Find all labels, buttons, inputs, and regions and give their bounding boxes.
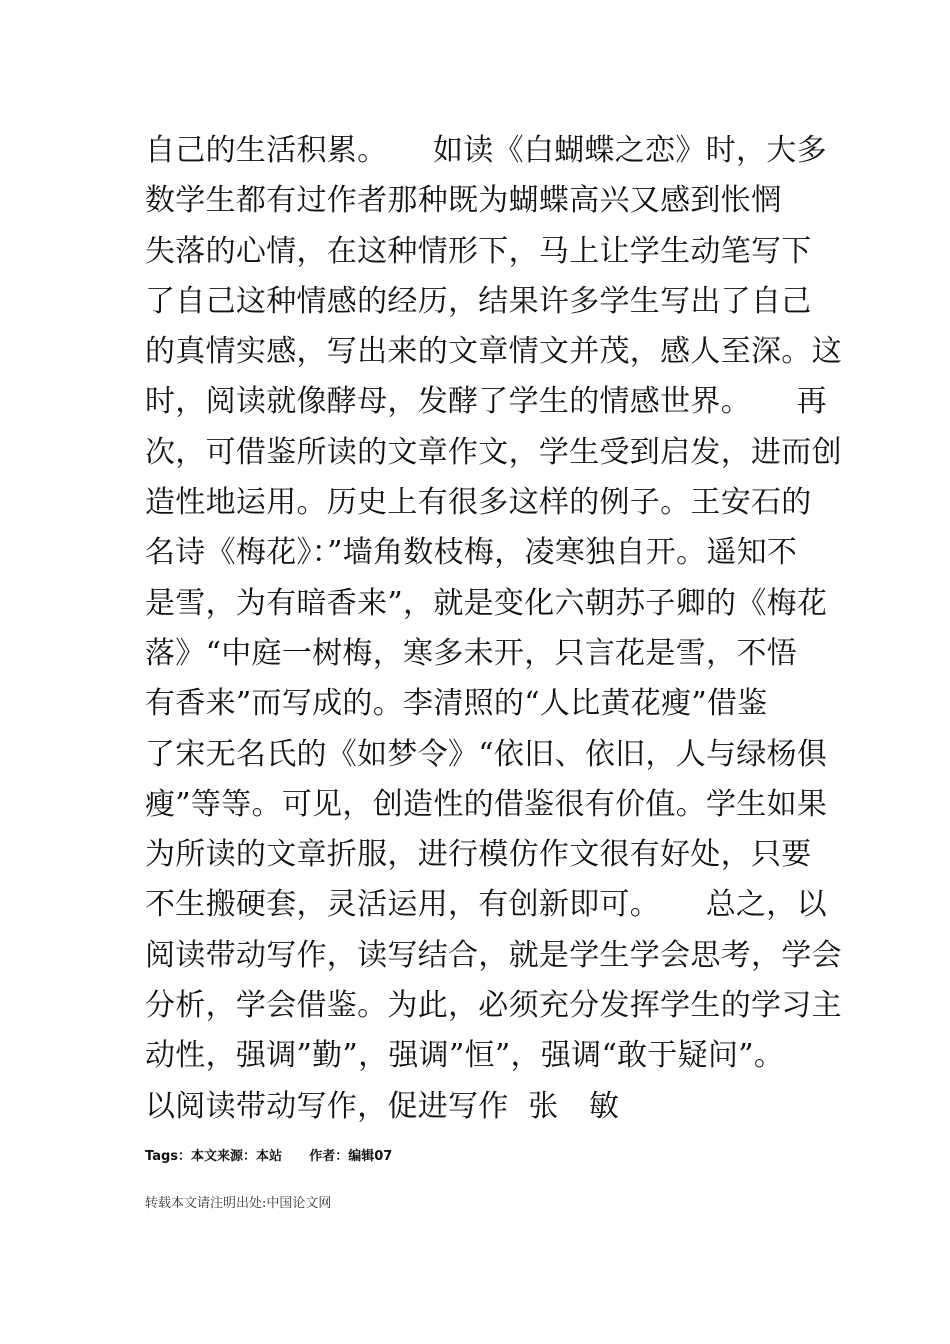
article-line: 为所读的文章折服，进行模仿作文很有好处，只要	[145, 837, 812, 873]
article-line: 有香来”而写成的。李清照的“人比黄花瘦”借鉴	[145, 686, 768, 722]
reprint-notice: 转载本文请注明出处:中国论文网	[145, 1196, 332, 1211]
article-line: 失落的心情，在这种情形下，马上让学生动笔写下	[145, 233, 812, 269]
tags-label[interactable]: Tags：	[145, 1149, 192, 1164]
article-line: 以阅读带动写作，促进写作 张 敏	[145, 1088, 620, 1124]
article-line: 的真情实感，写出来的文章情文并茂，感人至深。这	[145, 334, 842, 370]
article-line: 时，阅读就像酵母，发酵了学生的情感世界。 再	[145, 384, 827, 420]
source-value: 本站	[256, 1149, 283, 1164]
article-meta	[145, 1145, 392, 1164]
meta-spacer	[282, 1149, 309, 1164]
article-line: 分析，学会借鉴。为此，必须充分发挥学生的学习主	[145, 988, 842, 1024]
article-line: 阅读带动写作，读写结合，就是学生学会思考，学会	[145, 937, 842, 973]
article-line: 了自己这种情感的经历，结果许多学生写出了自己	[145, 283, 812, 319]
source-label: 本文来源：	[191, 1149, 257, 1164]
article-line: 数学生都有过作者那种既为蝴蝶高兴又感到怅惘	[145, 183, 782, 219]
article-line: 了宋无名氏的《如梦令》“依旧、依旧，人与绿杨俱	[145, 736, 828, 772]
article-line: 名诗《梅花》：”墙角数枝梅，凌寒独自开。遥知不	[145, 535, 798, 571]
article-line: 瘦”等等。可见，创造性的借鉴很有价值。学生如果	[145, 786, 828, 822]
article-line: 造性地运用。历史上有很多这样的例子。王安石的	[145, 485, 812, 521]
article-body	[145, 126, 842, 1132]
author-value: 编辑07	[348, 1149, 393, 1164]
article-line: 自己的生活积累。 如读《白蝴蝶之恋》时，大多	[145, 133, 827, 168]
article-line: 动性，强调”勤”，强调”恒”，强调“敢于疑问”。	[145, 1038, 785, 1074]
article-line: 次，可借鉴所读的文章作文，学生受到启发，进而创	[145, 434, 842, 470]
article-line: 是雪，为有暗香来”，就是变化六朝苏子卿的《梅花	[145, 585, 828, 621]
author-label: 作者：	[309, 1149, 349, 1164]
article-line: 落》“中庭一树梅，寒多未开，只言花是雪，不悟	[145, 635, 797, 671]
article-line: 不生搬硬套，灵活运用，有创新即可。 总之，以	[145, 887, 827, 923]
